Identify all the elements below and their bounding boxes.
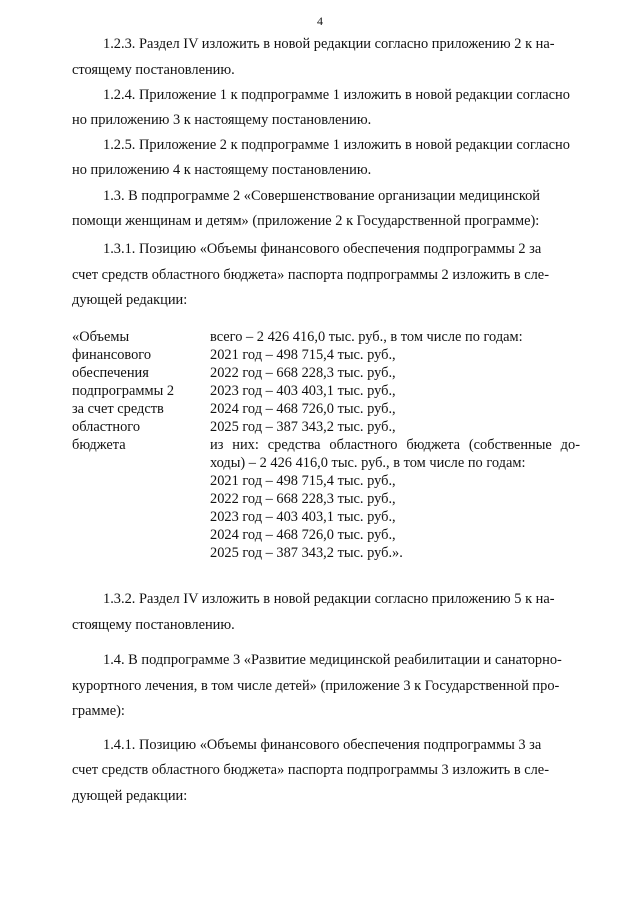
table-value-line: 2022 год – 668 228,3 тыс. руб., xyxy=(210,491,396,507)
table-label-line: подпрограммы 2 xyxy=(72,383,175,399)
paragraph-1-4-1-line-2: счет средств областного бюджета» паспорта подпрограммы 3 изложить в сле- xyxy=(72,762,549,778)
table-value-line: 2023 год – 403 403,1 тыс. руб., xyxy=(210,509,396,525)
paragraph-1-4-line-2: курортного лечения, в том числе детей» (приложение 3 к Государственной про- xyxy=(72,678,560,694)
table-value-line: 2021 год – 498 715,4 тыс. руб., xyxy=(210,473,396,489)
paragraph-1-3-1-line-1: 1.3.1. Позицию «Объемы финансового обеспечения подпрограммы 2 за xyxy=(103,241,542,257)
paragraph-1-3-1-line-2: счет средств областного бюджета» паспорта подпрограммы 2 изложить в сле- xyxy=(72,267,549,283)
paragraph-1-2-3-line-1: 1.2.3. Раздел IV изложить в новой редакции согласно приложению 2 к на- xyxy=(103,36,555,52)
paragraph-1-3-2-line-1: 1.3.2. Раздел IV изложить в новой редакции согласно приложению 5 к на- xyxy=(103,591,555,607)
paragraph-1-2-4-line-1: 1.2.4. Приложение 1 к подпрограмме 1 изложить в новой редакции согласно xyxy=(103,87,570,103)
paragraph-1-2-4-line-2: но приложению 3 к настоящему постановлению. xyxy=(72,112,372,128)
paragraph-1-4-line-1: 1.4. В подпрограмме 3 «Развитие медицинской реабилитации и санаторно- xyxy=(103,652,562,668)
table-value-line: 2022 год – 668 228,3 тыс. руб., xyxy=(210,365,396,381)
table-value-line: 2023 год – 403 403,1 тыс. руб., xyxy=(210,383,396,399)
paragraph-1-2-3-line-2: стоящему постановлению. xyxy=(72,62,235,78)
table-label-line: бюджета xyxy=(72,437,126,453)
table-value-line: 2025 год – 387 343,2 тыс. руб.». xyxy=(210,545,403,561)
financing-table-label xyxy=(72,328,192,454)
paragraph-1-2-5-line-2: но приложению 4 к настоящему постановлению. xyxy=(72,162,372,178)
table-value-line: 2024 год – 468 726,0 тыс. руб., xyxy=(210,401,396,417)
paragraph-1-3-1-line-3: дующей редакции: xyxy=(72,292,188,308)
table-value-line: всего – 2 426 416,0 тыс. руб., в том числе по годам: xyxy=(210,329,523,345)
financing-table-values xyxy=(210,328,600,562)
table-value-line: из них: средства областного бюджета (собственные до- xyxy=(210,437,580,453)
table-label-line: за счет средств xyxy=(72,401,164,417)
table-label-line: финансового xyxy=(72,347,152,363)
paragraph-1-3-line-2: помощи женщинам и детям» (приложение 2 к Государственной программе): xyxy=(72,213,540,229)
paragraph-1-3-2-line-2: стоящему постановлению. xyxy=(72,617,235,633)
paragraph-1-4-1-line-3: дующей редакции: xyxy=(72,788,188,804)
table-value-line: ходы) – 2 426 416,0 тыс. руб., в том числе по годам: xyxy=(210,455,526,471)
table-label-line: «Объемы xyxy=(72,329,130,345)
table-value-line: 2021 год – 498 715,4 тыс. руб., xyxy=(210,347,396,363)
table-value-line: 2024 год – 468 726,0 тыс. руб., xyxy=(210,527,396,543)
paragraph-1-4-line-3: грамме): xyxy=(72,703,125,719)
table-value-line: 2025 год – 387 343,2 тыс. руб., xyxy=(210,419,396,435)
table-label-line: обеспечения xyxy=(72,365,149,381)
paragraph-1-2-5-line-1: 1.2.5. Приложение 2 к подпрограмме 1 изложить в новой редакции согласно xyxy=(103,137,570,153)
page-number: 4 xyxy=(317,14,323,28)
table-label-line: областного xyxy=(72,419,141,435)
paragraph-1-3-line-1: 1.3. В подпрограмме 2 «Совершенствование организации медицинской xyxy=(103,188,540,204)
paragraph-1-4-1-line-1: 1.4.1. Позицию «Объемы финансового обеспечения подпрограммы 3 за xyxy=(103,737,542,753)
